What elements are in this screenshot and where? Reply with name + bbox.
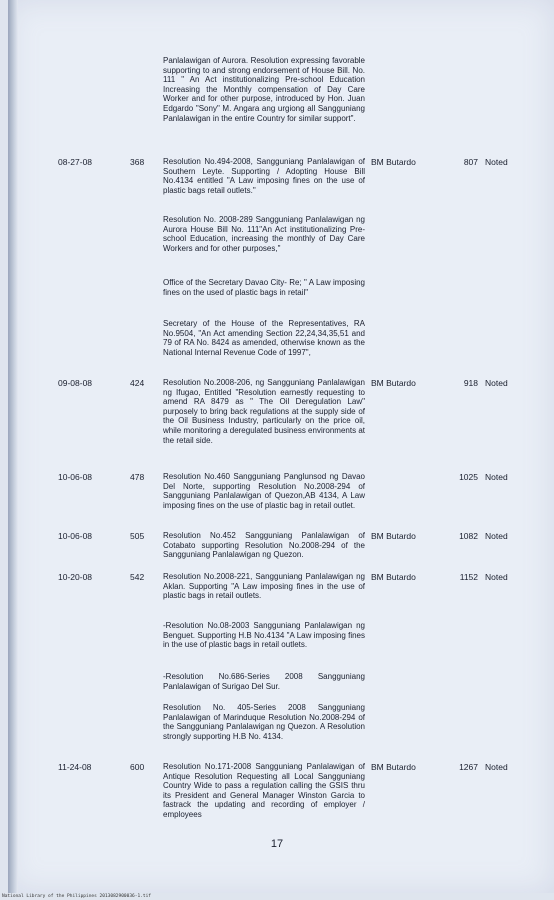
row-page: 1025 [459,472,478,482]
row-date: 11-24-08 [58,762,92,772]
row-number: 424 [130,378,145,388]
row-author: BM Butardo [371,531,416,541]
scan-footer: National Library of the Philippines 2013082900036-1.tif [2,893,552,900]
row-description: Resolution No.460 Sangguniang Panglunsod ng Davao Del Norte, supporting Resolution No.2008-294 of Sangguniang Panlalawigan of Quezon,AB 4134, A Law imposing fines on the use of plastic bag in retail outlet. [163,472,365,510]
row-date: 10-20-08 [58,572,93,582]
row-description: -Resolution No.686-Series 2008 Sangguniang Panlalawigan of Surigao Del Sur. [163,672,365,691]
row-date: 09-08-08 [58,378,93,388]
row-action: Noted [485,531,508,541]
row-description: Resolution No. 2008-289 Sangguniang Panlalawigan ng Aurora House Bill No. 111"An Act institutionalizing Pre-school Education, increasing the monthly of Day Care Workers and for other purposes," [163,215,365,253]
row-number: 600 [130,762,145,772]
row-action: Noted [485,157,508,167]
row-description: Resolution No. 405-Series 2008 Sangguniang Panlalawigan of Marinduque Resolution No.2008-294 of the Sangguniang Panlalawigan ng Quezon. A Resolution strongly supporting H.B No. 4134. [163,703,365,741]
row-page: 1082 [459,531,478,541]
row-description: -Resolution No.08-2003 Sangguniang Panlalawigan ng Benguet. Supporting H.B No.4134 "A Law imposing fines in the use of plastic bags in retail outlets. [163,621,365,650]
row-date: 10-06-08 [58,531,93,541]
row-action: Noted [485,762,508,772]
row-date: 08-27-08 [58,157,93,167]
row-description: Panlalawigan of Aurora. Resolution expressing favorable supporting to and strong endorsement of House Bill. No. 111 " An Act institutionalizing Pre-school Education Increasing the Monthly compensation of Day Care Worker and for other purpose, introduced by Hon. Juan Edgardo "Sony" M. Angara ang urgiong all Sangguniang Panlalawigan in the entire Country for similar support". [163,56,365,123]
row-action: Noted [485,472,508,482]
row-description: Resolution No.494-2008, Sangguniang Panlalawigan of Southern Leyte. Supporting / Adopting House Bill No.4134 entitled "A Law imposing fines on the use of plastic bags retail outlets." [163,157,365,195]
row-page: 1267 [459,762,478,772]
row-author: BM Butardo [371,762,416,772]
row-description: Resolution No.452 Sangguniang Panlalawigan of Cotabato supporting Resolution No.2008-294 of the Sangguniang Panlalawigan ng Quezon. [163,531,365,560]
row-number: 368 [130,157,145,167]
row-page: 1152 [459,572,478,582]
row-description: Resolution No.171-2008 Sangguniang Panlalawigan of Antique Resolution Requesting all Local Sangguniang Country Wide to pass a regulation calling the GSIS thru its President and General Manager Winston Garcia to fastrack the updating and recording of employer / employees [163,762,365,819]
row-description: Office of the Secretary Davao City- Re; " A Law imposing fines on the used of plastic bags in retail" [163,278,365,297]
row-author: BM Butardo [371,378,416,388]
row-description: Resolution No.2008-221, Sangguniang Panlalawigan ng Aklan. Supporting "A Law imposing fines in the use of plastic bags in retail outlets. [163,572,365,601]
page-number: 17 [270,838,284,850]
row-action: Noted [485,572,508,582]
row-description: Secretary of the House of the Representatives, RA No.9504, "An Act amending Section 22,24,34,35,51 and 79 of RA No. 8424 as amended, otherwise known as the National Internal Revenue Code of 1997", [163,319,365,357]
row-author: BM Butardo [371,572,416,582]
row-number: 542 [130,572,145,582]
row-page: 807 [463,157,478,167]
row-date: 10-06-08 [58,472,93,482]
page-binding-shadow [8,0,18,893]
row-page: 918 [463,378,478,388]
row-author: BM Butardo [371,157,416,167]
document-page [8,0,554,893]
row-description: Resolution No.2008-206, ng Sangguniang Panlalawigan ng Ifugao, Entitled "Resolution earnestly requesting to amend RA 8479 as " The Oil Deregulation Law" purposely to bring back regulations at the supply side of the Oil Business Industry, particularly on the price oil, while monitoring a deregulated business environments at the retail side. [163,378,365,445]
row-number: 505 [130,531,145,541]
row-number: 478 [130,472,145,482]
row-action: Noted [485,378,508,388]
